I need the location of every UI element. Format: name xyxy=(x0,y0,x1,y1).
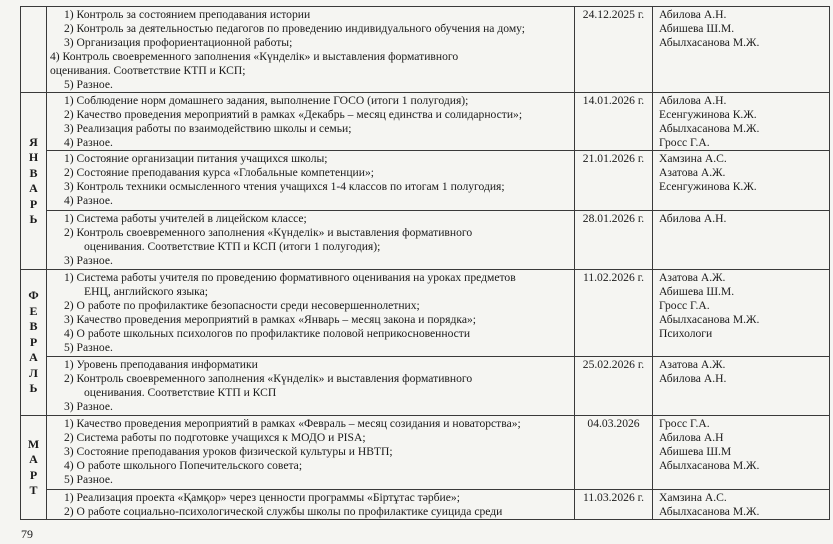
page-number: 79 xyxy=(21,527,33,541)
table-row xyxy=(21,93,830,151)
list-item: оценивания. Соответствие КТП и КСП; xyxy=(50,64,246,77)
list-item: 1) Качество проведения мероприятий в рамках «Февраль – месяц созидания и новаторства»; xyxy=(64,417,521,430)
responsible-name: Абылхасанова М.Ж. xyxy=(659,459,760,472)
responsible-name: Гросс Г.А. xyxy=(659,136,710,149)
month-letter: Е xyxy=(29,303,38,318)
responsible-name: Азатова А.Ж. xyxy=(659,271,726,284)
responsible-name: Хамзина А.С. xyxy=(659,152,727,165)
list-item: 3) Состояние преподавания уроков физической культуры и НВТП; xyxy=(64,445,393,458)
list-item: 2) Контроль за деятельностью педагогов по проведению индивидуального обучения на дому; xyxy=(64,22,526,35)
date-cell: 21.01.2026 г. xyxy=(575,151,653,211)
table-row xyxy=(21,490,830,520)
table-row xyxy=(21,211,830,270)
list-item: 1) Реализация проекта «Қамқор» через ценности программы «Біртұтас тәрбие»; xyxy=(64,491,460,504)
month-letter: А xyxy=(29,181,38,195)
responsible-name: Абылхасанова М.Ж. xyxy=(659,505,760,518)
responsible-name: Азатова А.Ж. xyxy=(659,166,726,179)
list-item: 3) Разное. xyxy=(64,254,113,267)
list-item: 5) Разное. xyxy=(64,473,113,486)
responsible-name: Абилова А.Н. xyxy=(659,94,727,107)
topics-cell xyxy=(47,416,575,490)
date-cell: 28.01.2026 г. xyxy=(575,211,653,270)
month-letter: Ф xyxy=(28,288,39,303)
responsible-cell xyxy=(653,211,830,270)
month-cell-empty xyxy=(21,7,47,93)
list-item: 1) Уровень преподавания информатики xyxy=(64,358,258,371)
list-item: 1) Система работы учителей в лицейском классе; xyxy=(64,212,307,225)
list-item: ЕНЦ, английского языка; xyxy=(84,285,209,298)
responsible-name: Абилова А.Н. xyxy=(659,372,727,385)
responsible-name: Абилова А.Н. xyxy=(659,212,727,225)
month-letter: А xyxy=(29,350,38,365)
list-item: 5) Разное. xyxy=(64,78,113,91)
date-cell: 11.03.2026 г. xyxy=(575,490,653,520)
month-cell-march xyxy=(21,416,47,520)
month-cell-january xyxy=(21,93,47,270)
month-letter: Л xyxy=(29,365,38,380)
responsible-name: Абишева Ш.М xyxy=(659,445,732,458)
responsible-name: Психологи xyxy=(659,327,713,340)
month-letter: В xyxy=(29,165,38,180)
responsible-name: Абилова А.Н. xyxy=(659,8,727,21)
date-cell: 11.02.2026 г. xyxy=(575,270,653,357)
responsible-name: Гросс Г.А. xyxy=(659,417,710,430)
list-item: 1) Состояние организации питания учащихся школы; xyxy=(64,152,328,165)
responsible-cell xyxy=(653,270,830,357)
responsible-cell xyxy=(653,151,830,211)
topics-cell xyxy=(47,270,575,357)
month-cell-february xyxy=(21,270,47,416)
responsible-name: Есенгужинова К.Ж. xyxy=(659,180,757,193)
responsible-name: Азатова А.Ж. xyxy=(659,358,726,371)
list-item: 5) Разное. xyxy=(64,341,113,354)
table-row xyxy=(21,416,830,490)
responsible-name: Хамзина А.С. xyxy=(659,491,727,504)
plan-table xyxy=(20,6,830,520)
responsible-name: Абишева Ш.М. xyxy=(659,22,735,35)
list-item: оценивания. Соответствие КТП и КСП xyxy=(84,386,277,399)
list-item: 3) Организация профориентационной работы; xyxy=(64,36,293,49)
responsible-cell xyxy=(653,416,830,490)
topics-cell xyxy=(47,490,575,520)
responsible-name: Есенгужинова К.Ж. xyxy=(659,108,757,121)
list-item: 3) Контроль техники осмысленного чтения учащихся 1-4 классов по итогам 1 полугодия; xyxy=(64,180,505,193)
month-letter: Я xyxy=(29,134,38,149)
month-letter: Ь xyxy=(29,381,38,396)
list-item: 4) Разное. xyxy=(64,194,113,207)
list-item: 3) Разное. xyxy=(64,400,113,413)
list-item: 2) О работе по профилактике безопасности среди несовершеннолетних; xyxy=(64,299,420,312)
date-cell: 24.12.2025 г. xyxy=(575,7,653,93)
month-letter: Т xyxy=(29,483,38,497)
month-letter: Ь xyxy=(29,212,38,226)
list-item: 2) Система работы по подготовке учащихся к МОДО и PISA; xyxy=(64,431,366,444)
list-item: 2) Контроль своевременного заполнения «Күнделік» и выставления формативного xyxy=(64,372,473,385)
table-row xyxy=(21,7,830,93)
topics-cell xyxy=(47,7,575,93)
table-row xyxy=(21,270,830,357)
list-item: 4) О работе школьных психологов по профилактике половой неприкосновенности xyxy=(64,327,471,340)
list-item: 4) Контроль своевременного заполнения «Күнделік» и выставления формативного xyxy=(50,50,459,63)
month-letter: Р xyxy=(29,467,38,482)
list-item: 2) Контроль своевременного заполнения «Күнделік» и выставления формативного xyxy=(64,226,473,239)
month-letter: Р xyxy=(29,196,38,211)
topics-cell xyxy=(47,357,575,416)
month-letter: Р xyxy=(29,334,38,349)
date-cell: 25.02.2026 г. xyxy=(575,357,653,416)
topics-cell xyxy=(47,93,575,151)
responsible-cell xyxy=(653,490,830,520)
responsible-name: Абишева Ш.М. xyxy=(659,285,735,298)
month-letter: М xyxy=(27,436,40,451)
responsible-name: Абылхасанова М.Ж. xyxy=(659,36,760,49)
list-item: 4) О работе школьного Попечительского совета; xyxy=(64,459,303,472)
responsible-name: Абылхасанова М.Ж. xyxy=(659,313,760,326)
responsible-cell xyxy=(653,93,830,151)
list-item: 2) Качество проведения мероприятий в рамках «Декабрь – месяц единства и солидарности»; xyxy=(64,108,523,121)
table-row xyxy=(21,151,830,211)
responsible-name: Абылхасанова М.Ж. xyxy=(659,122,760,135)
responsible-cell xyxy=(653,7,830,93)
responsible-cell xyxy=(653,357,830,416)
responsible-name: Абилова А.Н xyxy=(659,431,724,444)
list-item: 3) Качество проведения мероприятий в рамках «Январь – месяц закона и порядка»; xyxy=(64,313,477,326)
list-item: 2) Состояние преподавания курса «Глобальные компетенции»; xyxy=(64,166,374,179)
month-letter: Н xyxy=(28,150,39,164)
responsible-name: Гросс Г.А. xyxy=(659,299,710,312)
table-row xyxy=(21,357,830,416)
list-item: 3) Реализация работы по взаимодействию школы и семьи; xyxy=(64,122,352,135)
list-item: 1) Система работы учителя по проведению формативного оценивания на уроках предметов xyxy=(64,271,516,284)
date-cell: 14.01.2026 г. xyxy=(575,93,653,151)
list-item: 2) О работе социально-психологической службы школы по профилактике суицида среди xyxy=(64,505,503,518)
month-letter: В xyxy=(29,319,38,334)
list-item: 1) Контроль за состоянием преподавания истории xyxy=(64,8,311,21)
topics-cell xyxy=(47,211,575,270)
list-item: 1) Соблюдение норм домашнего задания, выполнение ГОСО (итоги 1 полугодия); xyxy=(64,94,469,107)
list-item: оценивания. Соответствие КТП и КСП (итоги 1 полугодия); xyxy=(84,240,381,253)
month-letter: А xyxy=(29,452,38,466)
list-item: 4) Разное. xyxy=(64,136,113,149)
date-cell: 04.03.2026 xyxy=(575,416,653,490)
topics-cell xyxy=(47,151,575,211)
